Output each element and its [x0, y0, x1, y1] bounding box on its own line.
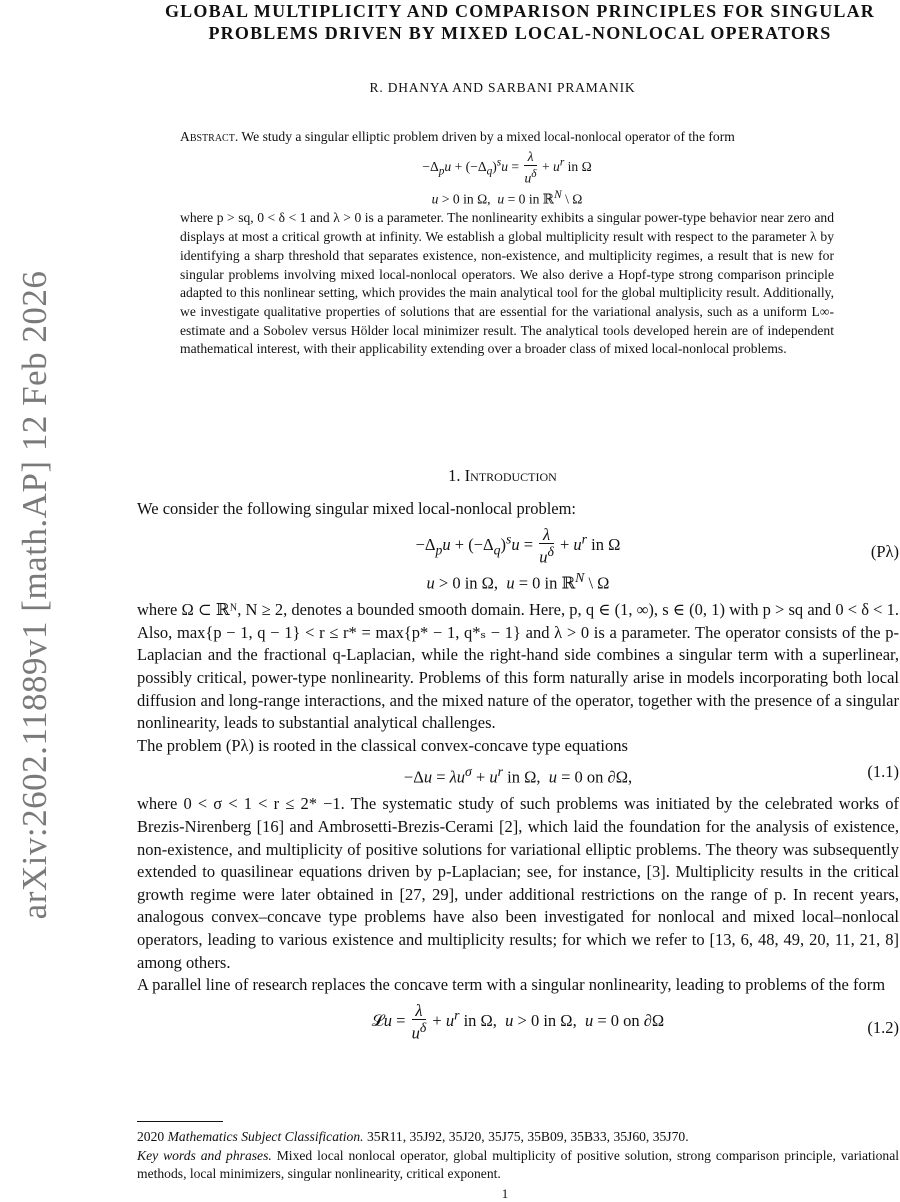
intro-paragraph-4: where 0 < σ < 1 < r ≤ 2* −1. The systematic study of such problems was initiated by the celebrated works of Brezis-Nirenberg [16] and Ambrosetti-Brezis-Cerami [2], which laid the foundation for the analysis of existence, non-existence, and multiplicity of positive solutions for variational elliptic problems. The theory was subsequently extended to quasilinear equations driven by p-Laplacian; see, for instance, [3]. Multiplicity results in the critical growth regime were later obtained in [27, 29], under additional restrictions on the range of p. In recent years, analogous convex–concave type problems have also been investigated for nonlocal and mixed local–nonlocal operators, leading to various existence and multiplicity results; for which we refer to [13, 6, 48, 49, 20, 11, 21, 8] among others.	[137, 794, 899, 972]
intro-paragraph-2: where Ω ⊂ ℝᴺ, N ≥ 2, denotes a bounded smooth domain. Here, p, q ∈ (1, ∞), s ∈ (0, 1) with p > sq and 0 < δ < 1. Also, max{p − 1, q − 1} < r ≤ r* = max{p* − 1, q*ₛ − 1} and λ > 0 is a parameter. The operator consists of the p-Laplacian and the fractional q-Laplacian, while the right-hand side combines a singular term with a superlinear, possibly critical, power-type nonlinearity. Problems of this form naturally arise in models incorporating both local diffusion and long-range interactions, and the mixed nature of the operator, together with the presence of a singular nonlinearity, leads to substantial analytical challenges.	[137, 600, 899, 733]
intro-paragraph-5: A parallel line of research replaces the concave term with a singular nonlinearity, leading to problems of the form	[137, 975, 886, 995]
equation-label-1-2: (1.2)	[867, 1017, 899, 1037]
equation-label-p-lambda: (Pλ)	[870, 541, 899, 561]
title-line-2: PROBLEMS DRIVEN BY MIXED LOCAL-NONLOCAL OPERATORS	[208, 23, 832, 43]
authors: R. DHANYA AND SARBANI PRAMANIK	[369, 80, 636, 95]
abstract-intro: We study a singular elliptic problem driven by a mixed local-nonlocal operator of the form	[241, 129, 735, 144]
paper-title	[110, 0, 900, 44]
arxiv-stamp: arXiv:2602.11889v1 [math.AP] 12 Feb 2026	[15, 270, 54, 920]
section-title: Introduction	[464, 466, 557, 485]
footnote-rule	[137, 1121, 223, 1122]
intro-paragraph-3: The problem (Pλ) is rooted in the classical convex-concave type equations	[137, 735, 628, 755]
abstract-equation: $-\Delta_pu + (-\Delta_q)^su$ = $\frac{\lambda}{u^\delta}$ + $u^r$ in Ω	[422, 148, 592, 186]
section-heading	[100, 466, 900, 486]
abstract-equation-line2: u > 0 in Ω, u = 0 in ℝ$^N$ \ Ω	[431, 189, 583, 207]
intro-paragraph-1: We consider the following singular mixed local-nonlocal problem:	[137, 499, 577, 518]
msc-year: 2020	[137, 1129, 165, 1144]
section-number: 1.	[448, 466, 461, 485]
title-line-1: GLOBAL MULTIPLICITY AND COMPARISON PRINCIPLES FOR SINGULAR	[164, 1, 876, 21]
msc-codes: 35R11, 35J92, 35J20, 35J75, 35B09, 35B33, 35J60, 35J70.	[366, 1129, 689, 1144]
equation-p-lambda: $-\Delta_pu + (-\Delta_q)^su$ = $\frac{\lambda}{u^\delta}$ + $u^r$ in Ω (Pλ)	[415, 524, 899, 567]
msc-label: Mathematics Subject Classification.	[167, 1129, 364, 1144]
footnotes	[137, 1128, 899, 1184]
intro-body	[137, 498, 899, 1041]
abstract	[180, 128, 834, 359]
keywords-label: Key words and phrases.	[137, 1147, 272, 1163]
keywords-text: Mixed local nonlocal operator, global multiplicity of positive solution, strong comparison principle, variational methods, local minimizers, singular nonlinearity, critical exponent.	[137, 1147, 899, 1182]
equation-1-2: 𝓛u = $\frac{\lambda}{u^\delta}$ + $u^r$ in Ω, u > 0 in Ω, u = 0 on ∂Ω (1.2)	[371, 1000, 899, 1043]
abstract-body: where p > sq, 0 < δ < 1 and λ > 0 is a parameter. The nonlinearity exhibits a singular power-type behavior near zero and displays at most a critical growth at infinity. We establish a global multiplicity result with respect to the parameter λ by identifying a sharp threshold that separates existence, non-existence, and multiplicity regimes, a result that is new for singular problems involving mixed local-nonlocal operators. We also derive a Hopf-type strong comparison principle adapted to this nonlinear setting, which provides the main analytical tool for the global multiplicity result. Additionally, we investigate qualitative properties of solutions that are essential for the variational analysis, such as a uniform L∞-estimate and a Sobolev versus Hölder local minimizer result. The analytical tools developed herein are of independent mathematical interest, with their applicability extending over a broader class of mixed local-nonlocal problems.	[180, 210, 834, 357]
page-number: 1	[501, 1186, 509, 1201]
equation-p-lambda-line2: u > 0 in Ω, u = 0 in ℝ$^N$ \ Ω	[426, 570, 610, 593]
abstract-label: Abstract.	[180, 129, 239, 144]
equation-label-1-1: (1.1)	[867, 762, 899, 782]
equation-1-1: $-\Delta u = \lambda u^\sigma + u^r$ in Ω, u = 0 on ∂Ω, (1.1)	[403, 762, 899, 787]
